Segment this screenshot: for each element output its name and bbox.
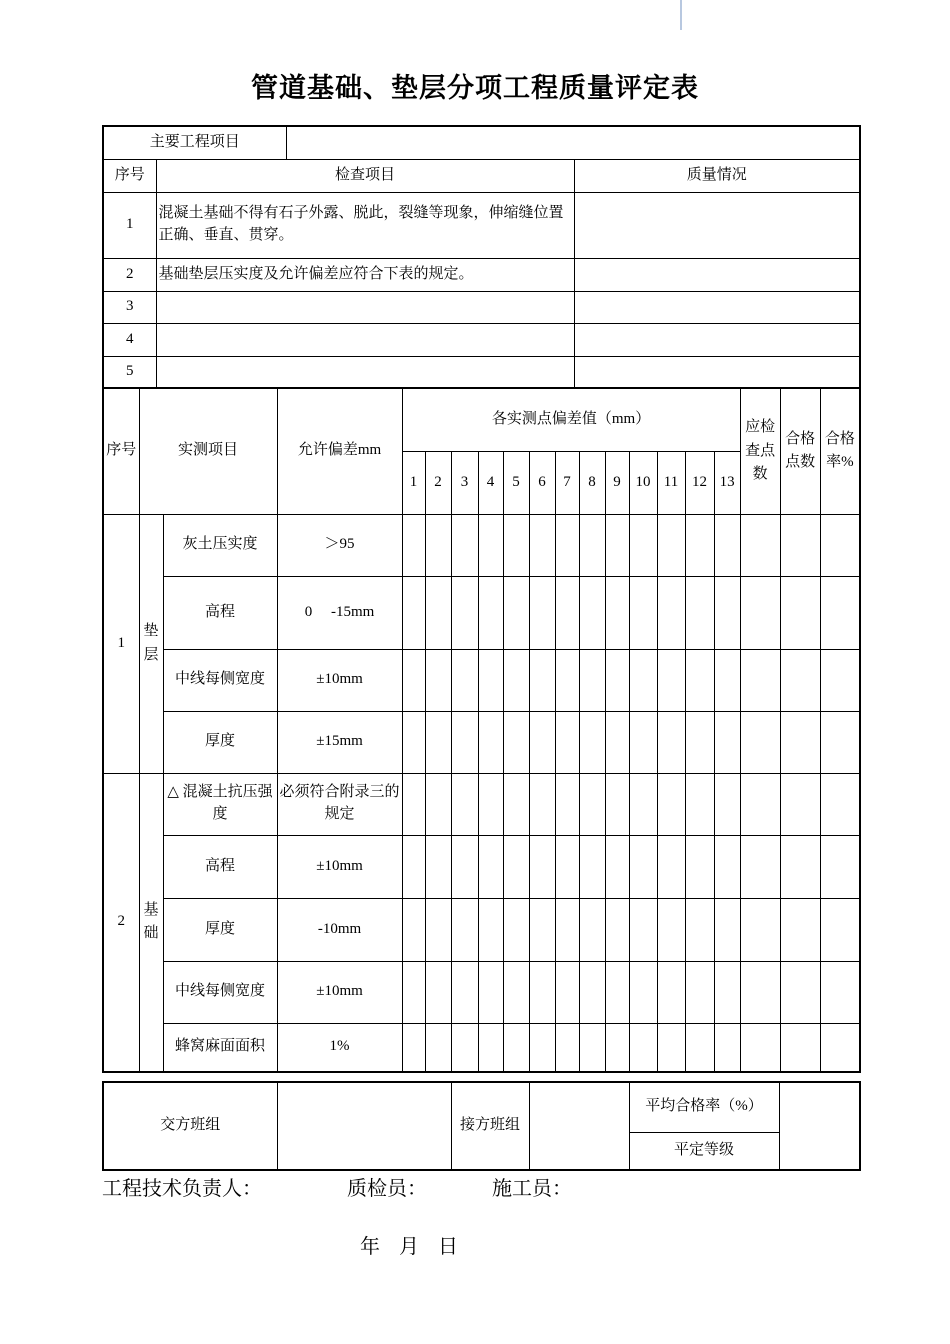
point-value-cell[interactable] (579, 514, 605, 576)
col-index-header: 序号 (103, 159, 156, 192)
point-value-cell[interactable] (529, 649, 555, 711)
summary-cell[interactable] (780, 649, 820, 711)
point-value-cell[interactable] (425, 576, 451, 649)
point-value-cell[interactable] (451, 1023, 478, 1072)
point-value-cell[interactable] (629, 773, 657, 835)
point-value-cell[interactable] (425, 514, 451, 576)
point-value-cell[interactable] (629, 649, 657, 711)
point-value-cell[interactable] (451, 773, 478, 835)
summary-cell[interactable] (740, 576, 780, 649)
item-name: 高程 (163, 835, 277, 898)
point-value-cell[interactable] (657, 961, 685, 1023)
m-col-points: 各实测点偏差值（mm） (402, 388, 740, 451)
summary-cell[interactable] (820, 898, 860, 961)
point-value-cell[interactable] (657, 1023, 685, 1072)
inspection-table (102, 125, 861, 389)
summary-cell[interactable] (780, 711, 820, 773)
point-value-cell[interactable] (529, 961, 555, 1023)
point-value-cell[interactable] (451, 514, 478, 576)
row-item[interactable] (156, 356, 574, 388)
point-value-cell[interactable] (402, 649, 425, 711)
tech-lead-label: 工程技术负责人： (102, 1178, 262, 1200)
point-value-cell[interactable] (629, 514, 657, 576)
point-value-cell[interactable] (605, 711, 629, 773)
to-team-label: 接方班组 (451, 1082, 529, 1170)
item-tolerance: -10mm (277, 898, 402, 961)
point-value-cell[interactable] (685, 898, 714, 961)
row-index: 5 (103, 356, 156, 388)
page-title: 管道基础、垫层分项工程质量评定表 (251, 73, 699, 104)
point-value-cell[interactable] (451, 961, 478, 1023)
point-value-cell[interactable] (425, 961, 451, 1023)
item-tolerance: 1% (277, 1023, 402, 1072)
point-value-cell[interactable] (402, 898, 425, 961)
signature-line (102, 1172, 572, 1201)
date-line: 年 月 日 (360, 1236, 458, 1258)
m-col-index: 序号 (103, 388, 139, 514)
point-number: 11 (657, 451, 685, 514)
point-value-cell[interactable] (478, 898, 503, 961)
point-number: 7 (555, 451, 579, 514)
point-value-cell[interactable] (685, 576, 714, 649)
point-value-cell[interactable] (579, 711, 605, 773)
item-tolerance: ±10mm (277, 649, 402, 711)
point-value-cell[interactable] (579, 835, 605, 898)
point-value-cell[interactable] (714, 961, 740, 1023)
point-value-cell[interactable] (629, 835, 657, 898)
table-row (103, 961, 860, 1023)
table-row (103, 291, 860, 323)
group-index: 1 (103, 514, 139, 773)
point-value-cell[interactable] (605, 649, 629, 711)
point-value-cell[interactable] (451, 711, 478, 773)
m-col-item: 实测项目 (139, 388, 277, 514)
m-col-check-count: 应检查点数 (740, 388, 780, 514)
point-value-cell[interactable] (402, 1023, 425, 1072)
point-value-cell[interactable] (402, 711, 425, 773)
point-value-cell[interactable] (605, 1023, 629, 1072)
point-value-cell[interactable] (503, 649, 529, 711)
point-value-cell[interactable] (629, 898, 657, 961)
item-name: 高程 (163, 576, 277, 649)
group-name: 基础 (139, 773, 163, 1072)
point-value-cell[interactable] (503, 773, 529, 835)
point-value-cell[interactable] (503, 576, 529, 649)
summary-cell[interactable] (780, 1023, 820, 1072)
row-item[interactable] (156, 323, 574, 356)
to-team-value[interactable] (529, 1082, 629, 1170)
point-value-cell[interactable] (555, 514, 579, 576)
from-team-value[interactable] (277, 1082, 451, 1170)
point-value-cell[interactable] (685, 773, 714, 835)
point-value-cell[interactable] (503, 711, 529, 773)
row-item: 混凝土基础不得有石子外露、脱此，裂缝等现象，伸缩缝位置正确、垂直、贯穿。 (156, 192, 574, 258)
point-value-cell[interactable] (605, 576, 629, 649)
point-value-cell[interactable] (529, 514, 555, 576)
point-value-cell[interactable] (503, 961, 529, 1023)
point-value-cell[interactable] (714, 711, 740, 773)
row-quality[interactable] (574, 258, 860, 291)
point-value-cell[interactable] (579, 1023, 605, 1072)
point-value-cell[interactable] (555, 576, 579, 649)
summary-cell[interactable] (740, 711, 780, 773)
summary-cell[interactable] (740, 649, 780, 711)
point-number: 12 (685, 451, 714, 514)
point-value-cell[interactable] (629, 1023, 657, 1072)
point-value-cell[interactable] (714, 898, 740, 961)
table-row (103, 356, 860, 388)
table-row (103, 835, 860, 898)
table-row (103, 323, 860, 356)
item-name: 厚度 (163, 898, 277, 961)
row-item: 基础垫层压实度及允许偏差应符合下表的规定。 (156, 258, 574, 291)
item-name: △ 混凝土抗压强度 (163, 773, 277, 835)
point-value-cell[interactable] (529, 576, 555, 649)
col-quality-header: 质量情况 (574, 159, 860, 192)
point-number: 6 (529, 451, 555, 514)
point-value-cell[interactable] (555, 649, 579, 711)
item-tolerance: ＞95 (277, 514, 402, 576)
point-value-cell[interactable] (685, 514, 714, 576)
point-value-cell[interactable] (579, 898, 605, 961)
summary-cell[interactable] (820, 773, 860, 835)
point-value-cell[interactable] (451, 898, 478, 961)
grade-label: 平定等级 (629, 1132, 779, 1170)
point-value-cell[interactable] (714, 649, 740, 711)
point-value-cell[interactable] (605, 898, 629, 961)
point-number: 1 (402, 451, 425, 514)
point-value-cell[interactable] (629, 711, 657, 773)
point-value-cell[interactable] (555, 961, 579, 1023)
point-value-cell[interactable] (629, 576, 657, 649)
point-value-cell[interactable] (425, 649, 451, 711)
table-row (103, 773, 860, 835)
summary-cell[interactable] (740, 835, 780, 898)
point-value-cell[interactable] (402, 576, 425, 649)
m-col-tolerance: 允许偏差mm (277, 388, 402, 514)
point-value-cell[interactable] (555, 773, 579, 835)
point-value-cell[interactable] (425, 898, 451, 961)
summary-cell[interactable] (740, 514, 780, 576)
point-number: 4 (478, 451, 503, 514)
avg-pass-rate-label: 平均合格率（%） (629, 1082, 779, 1132)
summary-cell[interactable] (780, 514, 820, 576)
point-value-cell[interactable] (685, 1023, 714, 1072)
point-value-cell[interactable] (478, 961, 503, 1023)
summary-cell[interactable] (780, 835, 820, 898)
point-value-cell[interactable] (402, 514, 425, 576)
point-value-cell[interactable] (478, 514, 503, 576)
table-row (103, 514, 860, 576)
summary-cell[interactable] (820, 961, 860, 1023)
main-project-value[interactable] (286, 126, 860, 159)
point-value-cell[interactable] (685, 835, 714, 898)
table-row (103, 1023, 860, 1072)
point-value-cell[interactable] (478, 649, 503, 711)
summary-cell[interactable] (780, 898, 820, 961)
point-number: 2 (425, 451, 451, 514)
table-row (103, 649, 860, 711)
point-value-cell[interactable] (402, 961, 425, 1023)
point-value-cell[interactable] (529, 1023, 555, 1072)
summary-cell[interactable] (740, 773, 780, 835)
point-value-cell[interactable] (529, 898, 555, 961)
point-value-cell[interactable] (478, 835, 503, 898)
point-value-cell[interactable] (425, 835, 451, 898)
item-name: 中线每侧宽度 (163, 649, 277, 711)
point-value-cell[interactable] (657, 514, 685, 576)
row-quality[interactable] (574, 356, 860, 388)
row-item[interactable] (156, 291, 574, 323)
point-number: 13 (714, 451, 740, 514)
point-value-cell[interactable] (714, 1023, 740, 1072)
point-value-cell[interactable] (714, 773, 740, 835)
point-value-cell[interactable] (478, 1023, 503, 1072)
point-value-cell[interactable] (425, 1023, 451, 1072)
point-value-cell[interactable] (714, 576, 740, 649)
point-value-cell[interactable] (402, 773, 425, 835)
item-tolerance: 0 -15mm (277, 576, 402, 649)
point-value-cell[interactable] (685, 711, 714, 773)
measure-body (103, 514, 860, 1072)
col-item-header: 检查项目 (156, 159, 574, 192)
point-value-cell[interactable] (425, 711, 451, 773)
point-value-cell[interactable] (451, 649, 478, 711)
point-number: 9 (605, 451, 629, 514)
summary-cell[interactable] (780, 576, 820, 649)
summary-cell[interactable] (820, 576, 860, 649)
point-value-cell[interactable] (657, 898, 685, 961)
point-value-cell[interactable] (579, 961, 605, 1023)
point-value-cell[interactable] (478, 576, 503, 649)
table-row (103, 711, 860, 773)
item-tolerance: ±10mm (277, 961, 402, 1023)
point-value-cell[interactable] (529, 835, 555, 898)
point-value-cell[interactable] (605, 514, 629, 576)
point-value-cell[interactable] (503, 898, 529, 961)
point-value-cell[interactable] (685, 961, 714, 1023)
summary-cell[interactable] (820, 711, 860, 773)
point-value-cell[interactable] (605, 773, 629, 835)
point-value-cell[interactable] (657, 576, 685, 649)
point-value-cell[interactable] (402, 835, 425, 898)
point-value-cell[interactable] (529, 773, 555, 835)
main-project-label: 主要工程项目 (103, 126, 286, 159)
worker-label: 施工员： (492, 1178, 572, 1200)
point-number: 10 (629, 451, 657, 514)
table-row (103, 192, 860, 258)
row-index: 2 (103, 258, 156, 291)
row-index: 3 (103, 291, 156, 323)
group-index: 2 (103, 773, 139, 1072)
point-value-cell[interactable] (503, 835, 529, 898)
point-value-cell[interactable] (714, 835, 740, 898)
point-number: 8 (579, 451, 605, 514)
point-number: 5 (503, 451, 529, 514)
row-index: 1 (103, 192, 156, 258)
item-name: 蜂窝麻面面积 (163, 1023, 277, 1072)
from-team-label: 交方班组 (103, 1082, 277, 1170)
point-value-cell[interactable] (555, 898, 579, 961)
item-name: 厚度 (163, 711, 277, 773)
item-tolerance: ±15mm (277, 711, 402, 773)
summary-cell[interactable] (820, 835, 860, 898)
point-value-cell[interactable] (555, 711, 579, 773)
summary-cell[interactable] (820, 514, 860, 576)
row-quality[interactable] (574, 323, 860, 356)
inspector-label: 质检员： (347, 1178, 427, 1200)
summary-cell[interactable] (740, 961, 780, 1023)
item-tolerance: 必须符合附录三的规定 (277, 773, 402, 835)
point-value-cell[interactable] (555, 1023, 579, 1072)
point-value-cell[interactable] (685, 649, 714, 711)
row-quality[interactable] (574, 291, 860, 323)
point-value-cell[interactable] (425, 773, 451, 835)
point-value-cell[interactable] (579, 649, 605, 711)
summary-cell[interactable] (780, 773, 820, 835)
point-value-cell[interactable] (629, 961, 657, 1023)
point-value-cell[interactable] (529, 711, 555, 773)
summary-cell[interactable] (740, 1023, 780, 1072)
point-value-cell[interactable] (555, 835, 579, 898)
point-value-cell[interactable] (451, 835, 478, 898)
point-value-cell[interactable] (503, 1023, 529, 1072)
m-col-pass-rate: 合格率% (820, 388, 860, 514)
table-row (103, 576, 860, 649)
row-index: 4 (103, 323, 156, 356)
table-row (103, 898, 860, 961)
point-value-cell[interactable] (657, 835, 685, 898)
point-value-cell[interactable] (657, 649, 685, 711)
measurement-table (102, 387, 861, 1073)
point-value-cell[interactable] (478, 773, 503, 835)
summary-cell[interactable] (740, 898, 780, 961)
point-value-cell[interactable] (714, 514, 740, 576)
summary-cell[interactable] (820, 649, 860, 711)
point-value-cell[interactable] (478, 711, 503, 773)
summary-cell[interactable] (780, 961, 820, 1023)
group-name: 垫层 (139, 514, 163, 773)
point-value-cell[interactable] (579, 773, 605, 835)
handover-table (102, 1081, 861, 1171)
point-value-cell[interactable] (605, 961, 629, 1023)
avg-pass-rate-value[interactable] (779, 1082, 860, 1170)
point-value-cell[interactable] (503, 514, 529, 576)
item-name: 中线每侧宽度 (163, 961, 277, 1023)
item-tolerance: ±10mm (277, 835, 402, 898)
row-quality[interactable] (574, 192, 860, 258)
summary-cell[interactable] (820, 1023, 860, 1072)
point-value-cell[interactable] (451, 576, 478, 649)
item-name: 灰土压实度 (163, 514, 277, 576)
m-col-pass-count: 合格点数 (780, 388, 820, 514)
table-row (103, 258, 860, 291)
point-number: 3 (451, 451, 478, 514)
point-value-cell[interactable] (657, 773, 685, 835)
edge-mark (680, 0, 682, 30)
point-value-cell[interactable] (579, 576, 605, 649)
point-value-cell[interactable] (657, 711, 685, 773)
point-value-cell[interactable] (605, 835, 629, 898)
